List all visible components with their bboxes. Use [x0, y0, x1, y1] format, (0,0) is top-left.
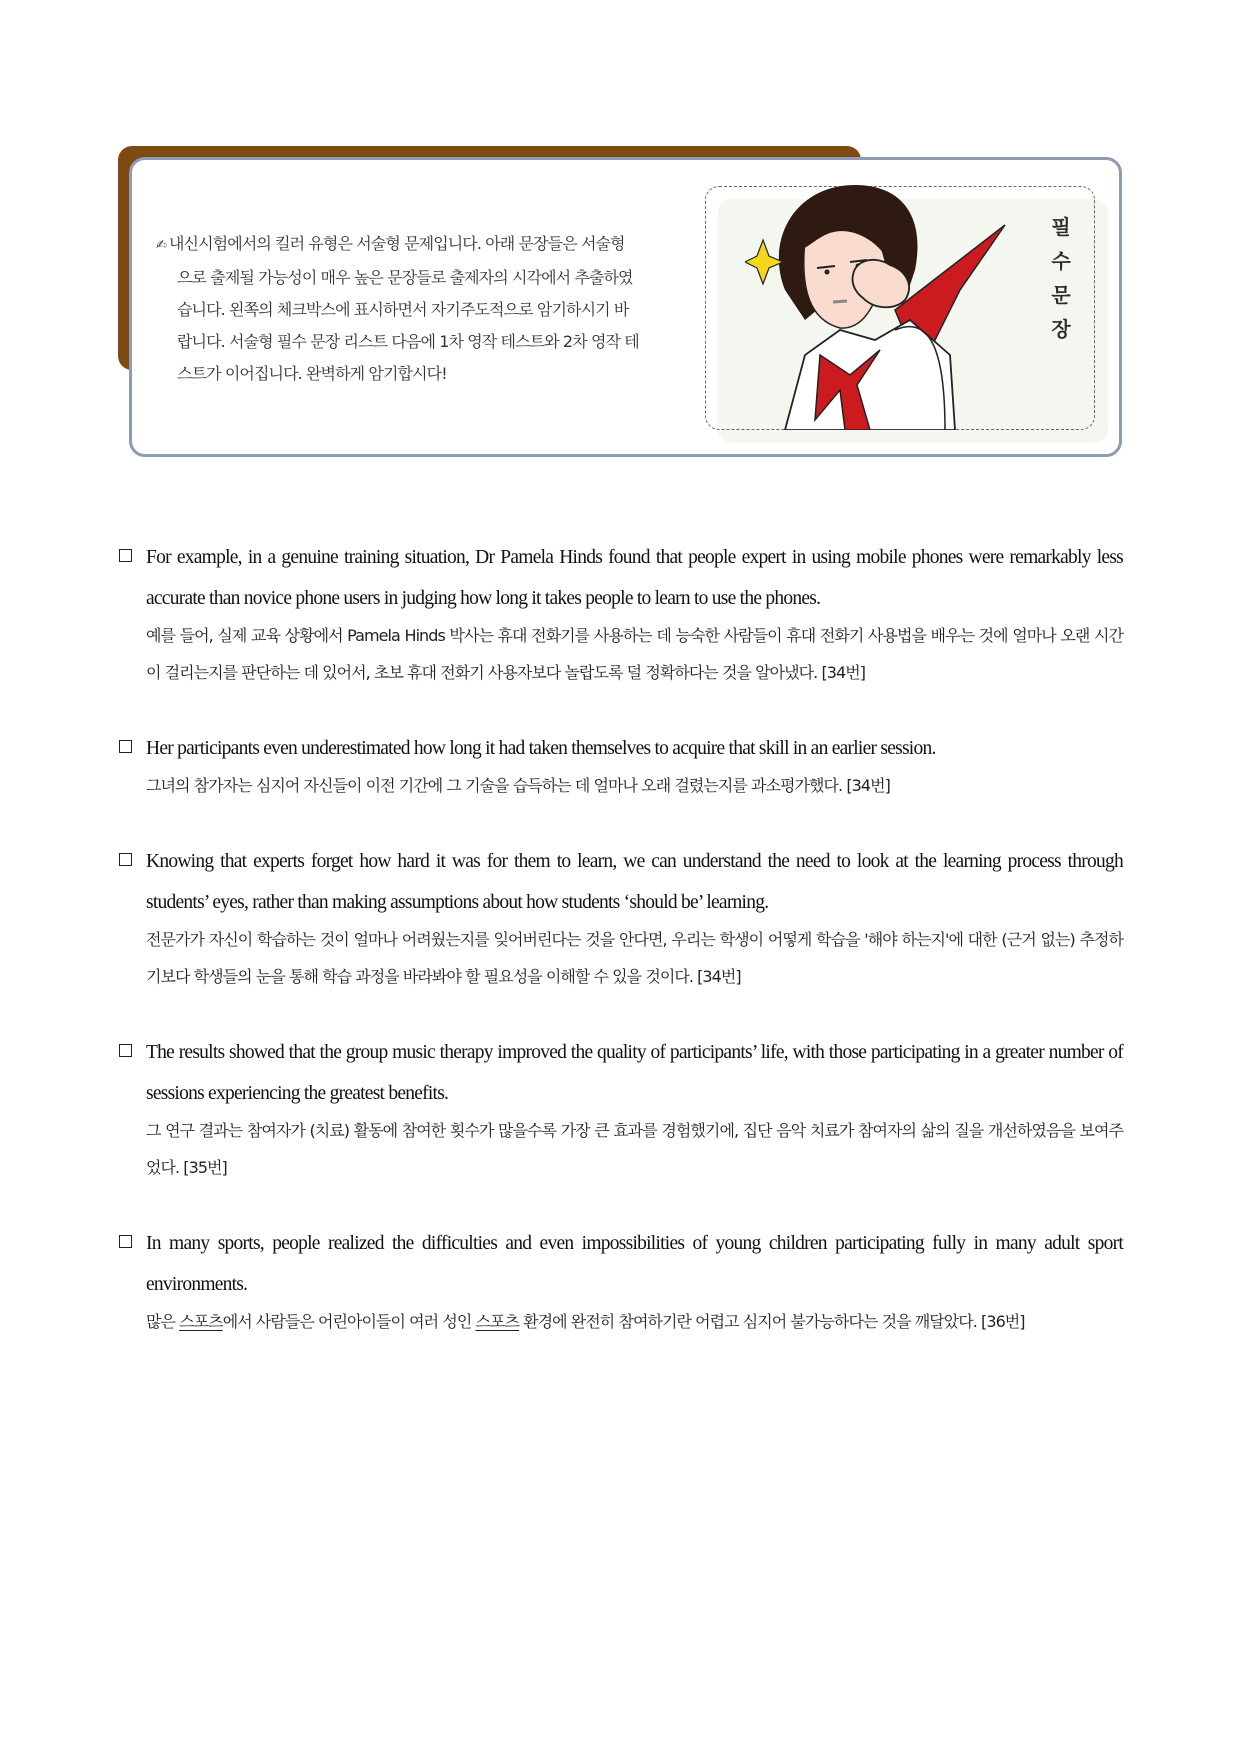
- sentence-item: [118, 841, 1123, 995]
- underlined-word: 스포츠: [475, 1312, 519, 1331]
- memorized-checkbox[interactable]: [119, 1235, 132, 1248]
- sentence-item: [118, 728, 1123, 804]
- intro-line: 습니다. 왼쪽의 체크박스에 표시하면서 자기주도적으로 암기하시기 바: [177, 300, 629, 319]
- korean-translation: 예를 들어, 실제 교육 상황에서 Pamela Hinds 박사는 휴대 전화기를 사용하는 데 능숙한 사람들이 휴대 전화기 사용법을 배우는 것에 얼마나 오랜 시간이 걸리는지를 판단하는 데 있어서, 초보 휴대 전화기 사용자보다 놀랍도록 덜 정확하다는 것을 알아냈다. [34번]: [146, 626, 1123, 682]
- english-sentence: For example, in a genuine training situation, Dr Pamela Hinds found that people expert in using mobile phones were remarkably less accurate than novice phone users in judging how long it takes people to learn to use the phones.: [146, 547, 1123, 609]
- intro-line: 스트가 이어집니다. 완벽하게 암기합시다!: [177, 364, 447, 383]
- korean-translation: 그녀의 참가자는 심지어 자신들이 이전 기간에 그 기술을 습득하는 데 얼마나 오래 걸렸는지를 과소평가했다. [34번]: [146, 776, 890, 795]
- intro-instructions: [156, 228, 676, 390]
- sentence-list: [118, 537, 1123, 1377]
- memorized-checkbox[interactable]: [119, 549, 132, 562]
- korean-translation: 전문가가 자신이 학습하는 것이 얼마나 어려웠는지를 잊어버린다는 것을 안다면, 우리는 학생이 어떻게 학습을 '해야 하는지'에 대한 (근거 없는) 추정하기보다 학생들의 눈을 통해 학습 과정을 바라봐야 할 필요성을 이해할 수 있을 것이다. [34번]: [146, 930, 1123, 986]
- korean-translation: 많은 스포츠에서 사람들은 어린아이들이 여러 성인 스포츠 환경에 완전히 참여하기란 어렵고 심지어 불가능하다는 것을 깨달았다. [36번]: [146, 1312, 1025, 1331]
- sentence-item: [118, 537, 1123, 691]
- english-sentence: Knowing that experts forget how hard it was for them to learn, we can understand the need to look at the learning process through students’ eyes, rather than making assumptions about how students ‘should be’ learning.: [146, 851, 1123, 913]
- sentence-item: [118, 1223, 1123, 1340]
- intro-line: 으로 출제될 가능성이 매우 높은 문장들로 출제자의 시각에서 추출하였: [177, 268, 633, 287]
- english-sentence: Her participants even underestimated how long it had taken themselves to acquire that skill in an earlier session.: [146, 738, 936, 759]
- underlined-word: 스포츠: [179, 1312, 223, 1331]
- intro-line: ✍ 내신시험에서의 킬러 유형은 서술형 문제입니다. 아래 문장들은 서술형: [156, 234, 625, 253]
- writing-hand-icon: ✍: [156, 238, 166, 253]
- english-sentence: In many sports, people realized the difficulties and even impossibilities of young children participating fully in many adult sport environments.: [146, 1233, 1123, 1295]
- memorized-checkbox[interactable]: [119, 740, 132, 753]
- source-tag: [34번]: [821, 663, 865, 682]
- required-sentences-badge: 필 수 문 장: [1051, 215, 1071, 341]
- source-tag: [36번]: [981, 1312, 1025, 1331]
- source-tag: [34번]: [846, 776, 890, 795]
- korean-translation: 그 연구 결과는 참여자가 (치료) 활동에 참여한 횟수가 많을수록 가장 큰 효과를 경험했기에, 집단 음악 치료가 참여자의 삶의 질을 개선하였음을 보여주었다. [35번]: [146, 1121, 1123, 1177]
- memorized-checkbox[interactable]: [119, 853, 132, 866]
- sentence-item: [118, 1032, 1123, 1186]
- source-tag: [35번]: [183, 1158, 227, 1177]
- pointing-character-illustration: [745, 180, 1015, 430]
- source-tag: [34번]: [697, 967, 741, 986]
- english-sentence: The results showed that the group music therapy improved the quality of participants’ life, with those participating in a greater number of sessions experiencing the greatest benefits.: [146, 1042, 1123, 1104]
- intro-line: 랍니다. 서술형 필수 문장 리스트 다음에 1차 영작 테스트와 2차 영작 테: [177, 332, 639, 351]
- memorized-checkbox[interactable]: [119, 1044, 132, 1057]
